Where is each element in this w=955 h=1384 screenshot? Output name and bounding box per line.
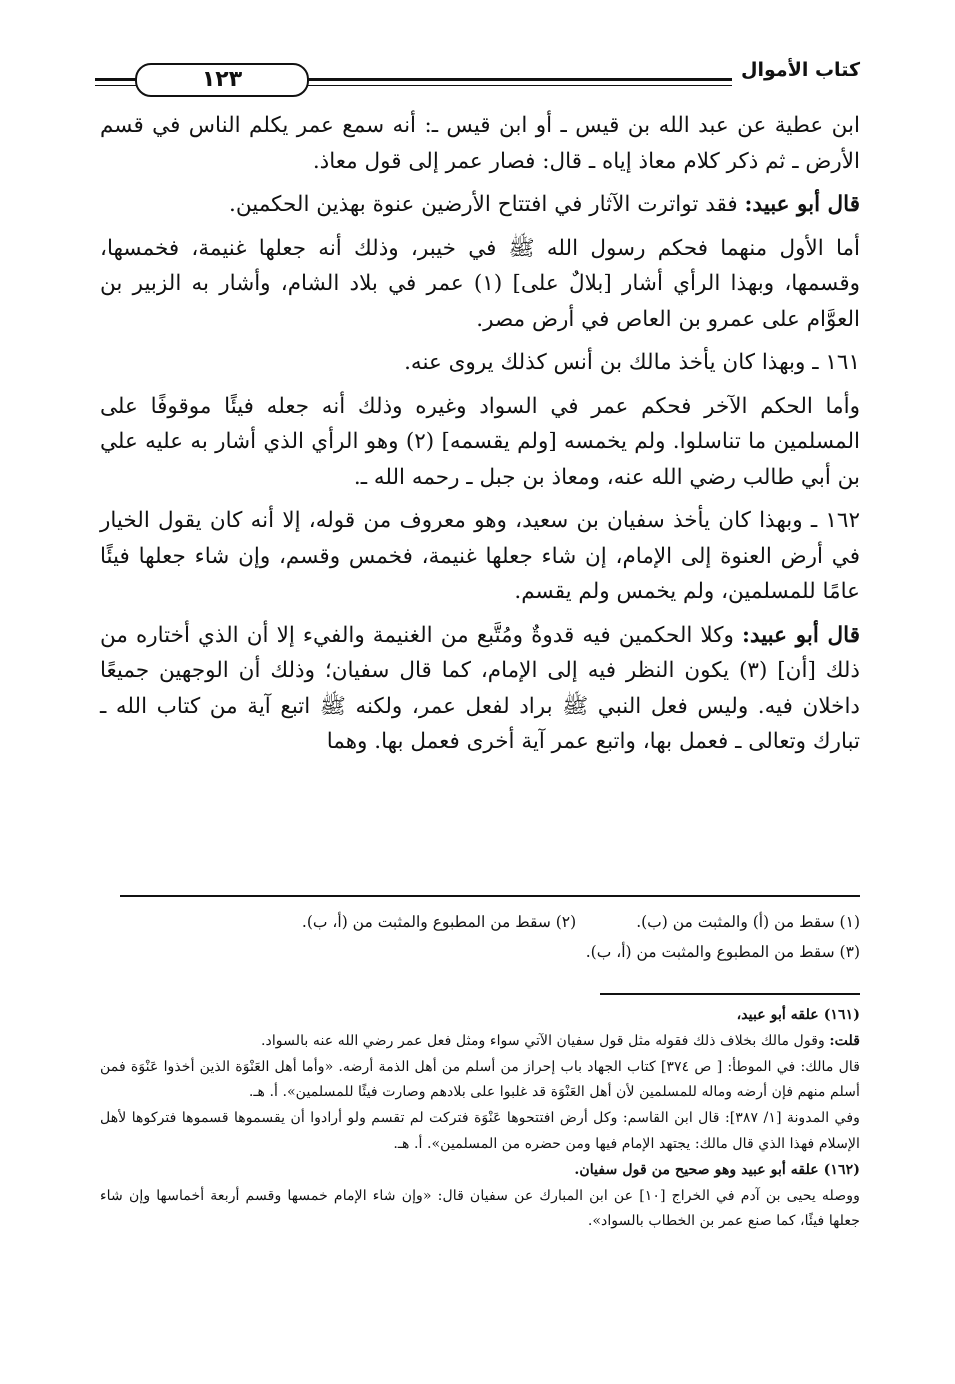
speaker-label: قال أبو عبيد: [744,192,860,217]
commentary [100,1003,860,1235]
commentary-paragraph: وفي المدونة [١/ ٣٨٧]: قال ابن القاسم: وكل أرض افتتحوها عَنْوَة فتركت لم تقسم ولو أرادوا أن يقسموها قسموها فتركوها لأهل الإسلام فهذا الذي قال مالك: يجتهد الإمام فيها ومن حضره من المسلمين». أ. هـ. [100,1110,860,1152]
footnote-divider [120,895,860,897]
commentary-paragraph: قال مالك: في الموطأ: [ ص ٣٧٤] كتاب الجهاد باب إحراز من أسلم من أهل الذمة أرضه. «وأما أهل العَنْوَة الذين أخذوا عَنْوَة فمن أسلم منهم فإن أرضه وماله للمسلمين لأن أهل العَنْوَة قد غلبوا على بلادهم وصارت فيئًا للمسلمين». أ. هـ. [100,1058,860,1101]
main-text [100,108,860,768]
paragraph-text: وكلا الحكمين فيه قدوةٌ ومُتَّبع من الغنيمة والفيء إلا أن الذي أختاره من ذلك [أن] (٣) يكون النظر فيه إلى الإمام، كما قال سفيان؛ وذلك أن الوجهين جميعًا داخلان فيه. وليس فعل النبي ﷺ براد لفعل عمر، ولكنه ﷺ اتبع آية من كتاب الله ـ تبارك وتعالى ـ فعمل بها، واتبع عمر آية أخرى فعمل بها. وهما [100,622,860,754]
commentary-heading: (١٦٢) علقه أبو عبيد وهو صحيح من قول سفيان. [574,1161,860,1178]
paragraph: أما الأول منهما فحكم رسول الله ﷺ في خيبر، وذلك أنه جعلها غنيمة، فخمسها، وقسمها، وبهذا الرأي أشار [بلالٌ على] (١) عمر في بلاد الشام، وأشار به الزبير بن العوَّام على عمرو بن العاص في أرض مصر. [100,235,860,332]
paragraph-text: فقد تواترت الآثار في افتتاح الأرضين عنوة بهذين الحكمين. [229,192,745,217]
footnote-row [100,907,860,937]
paragraph: ابن عطية عن عبد الله بن قيس ـ أو ابن قيس ـ: أنه سمع عمر يكلم الناس في قسم الأرض ـ ثم ذكر كلام معاذ إياه ـ قال: فصار عمر إلى قول معاذ. [100,113,860,174]
commentary-divider [600,993,860,995]
commentary-paragraph: ووصله يحيى بن آدم في الخراج [١٠] عن ابن المبارك عن سفيان قال: «وإن شاء الإمام خمسها وقسم أربعة أخماسها وإن شاء جعلها فيئًا، كما صنع عمر بن الخطاب بالسواد». [100,1187,860,1230]
footnotes [100,907,860,967]
book-title: كتاب الأموال [741,59,860,81]
page-number: ١٢٣ [135,63,309,97]
paragraph [100,187,860,223]
paragraph: ١٦٢ ـ وبهذا كان يأخذ سفيان بن سعيد، وهو معروف من قوله، إلا أنه كان يقول الخيار في أرض العنوة إلى الإمام، إن شاء جعلها غنيمة، فخمس وقسم، وإن شاء جعلها فيئًا عامًا للمسلمين، ولم يخمس ولم يقسم. [100,508,860,604]
paragraph: ١٦١ ـ وبهذا كان يأخذ مالك بن أنس كذلك يروى عنه. [404,350,860,375]
page-header [95,55,860,95]
commentary-text: وقول مالك بخلاف ذلك فقوله مثل قول سفيان الآتي سواء ومثل فعل عمر رضي الله عنه بالسواد. [261,1032,830,1049]
speaker-label: قال أبو عبيد: [741,622,860,648]
commentary-heading: (١٦١) علقه أبو عبيد، [736,1007,860,1023]
footnote: (٢) سقط من المطبوع والمثبت من (أ، ب). [301,913,577,931]
paragraph [100,618,860,760]
footnote: (١) سقط من (أ) والمثبت من (ب). [636,913,860,931]
commentary-paragraph [100,1029,860,1055]
paragraph: وأما الحكم الآخر فحكم عمر في السواد وغيره وذلك أنه جعله فيئًا موقوفًا على المسلمين ما تناسلوا. ولم يخمسه [ولم يقسمه] (٢) وهو الرأي الذي أشار به عليه علي بن أبي طالب رضي الله عنه، ومعاذ بن جبل ـ رحمه الله ـ. [100,393,860,490]
footnote: (٣) سقط من المطبوع والمثبت من (أ، ب). [585,943,860,961]
commentary-label: قلت: [829,1032,860,1049]
